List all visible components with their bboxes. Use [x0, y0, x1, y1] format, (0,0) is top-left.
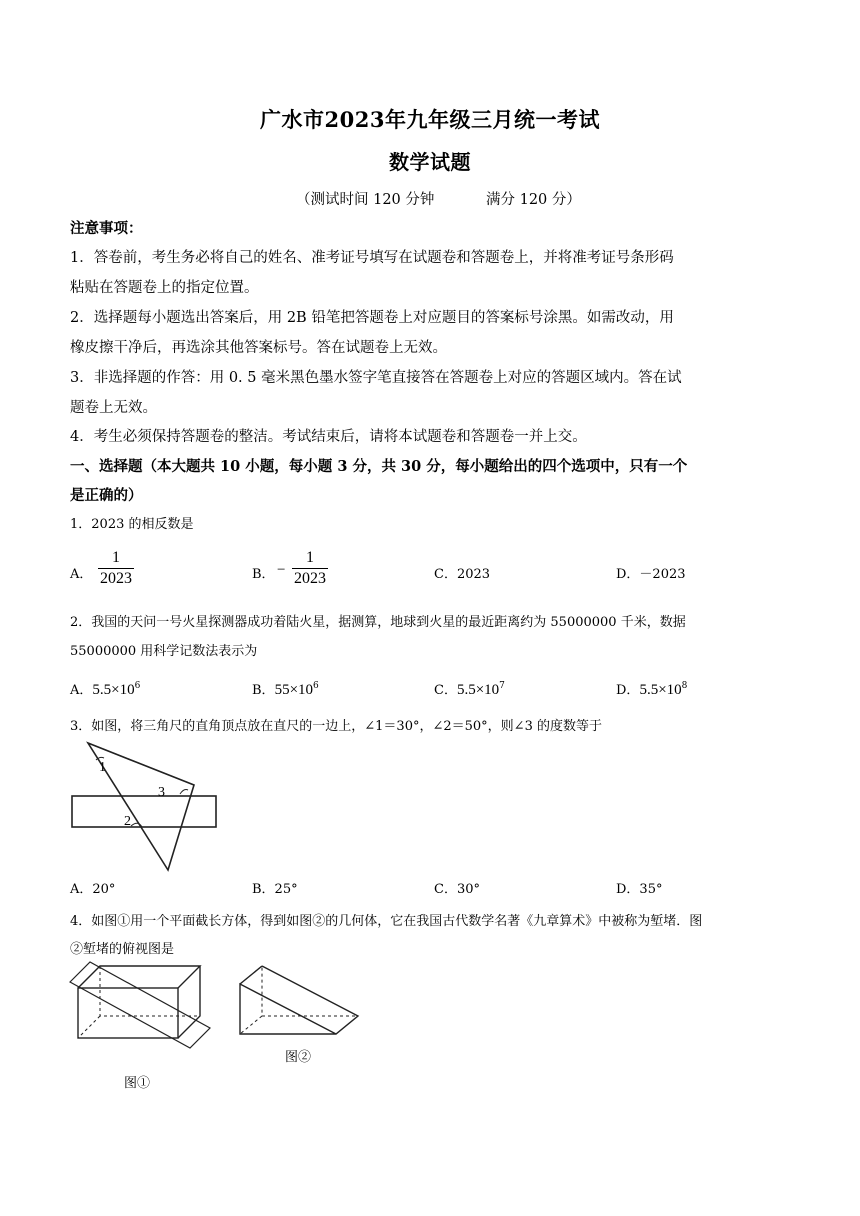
- prism-visible-edges: [240, 966, 358, 1034]
- q1-option-b-label: B．: [252, 567, 275, 582]
- fraction-bar: [292, 568, 328, 569]
- notice-line: 4．考生必须保持答题卷的整洁。考试结束后，请将本试题卷和答题卷一并上交。: [70, 429, 587, 445]
- cuboid-top-edges: [78, 966, 200, 988]
- ruler-triangle-figure: [68, 740, 228, 875]
- ruler: [72, 796, 216, 827]
- prism-hidden-edges: [240, 966, 262, 1016]
- notice-line: 3．非选择题的作答：用 0. 5 毫米黑色墨水签字笔直接答在答题卷上对应的答题区域内。答在试: [70, 370, 682, 386]
- option-value: 5.5×10: [92, 682, 135, 698]
- q2-option-d: [616, 679, 687, 699]
- option-value: 55×10: [274, 682, 314, 698]
- angle-label-3: 3: [158, 785, 165, 800]
- question-2-stem-cont: 55000000 用科学记数法表示为: [70, 644, 258, 659]
- q3-option-d: D．35°: [616, 882, 663, 897]
- question-1-stem: 1．2023 的相反数是: [70, 517, 194, 532]
- exam-subtitle: 数学试题: [389, 150, 471, 174]
- notice-line: 粘贴在答题卷上的指定位置。: [70, 280, 259, 296]
- exponent: 6: [313, 681, 319, 691]
- q1-option-a-label: A．: [70, 567, 93, 582]
- time-note: （测试时间 120 分钟: [296, 192, 435, 208]
- question-4-stem: 4．如图①用一个平面截长方体，得到如图②的几何体，它在我国古代数学名著《九章算术》中被称为堑堵．图: [70, 914, 703, 929]
- exponent: 6: [134, 681, 141, 691]
- numerator: 1: [306, 549, 314, 566]
- q1-option-a-fraction: [98, 549, 134, 588]
- q2-option-b: [252, 679, 319, 699]
- angle-label-2: 2: [124, 814, 131, 829]
- exam-title: 广水市2023年九年级三月统一考试: [260, 107, 600, 132]
- question-3-stem: 3．如图，将三角尺的直角顶点放在直尺的一边上，∠1＝30°，∠2＝50°，则∠3 的度数等于: [70, 719, 602, 734]
- prism-hidden-diag: [240, 1016, 262, 1034]
- exponent: 8: [681, 681, 688, 691]
- score-note: 满分 120 分）: [486, 192, 581, 208]
- prism-top-edge: [240, 966, 262, 984]
- q3-option-a: A．20°: [70, 882, 116, 897]
- numerator: 1: [112, 549, 120, 566]
- figure-2-caption: 图②: [285, 1050, 312, 1065]
- fraction-bar: [98, 568, 134, 569]
- option-label: B．: [252, 683, 275, 698]
- option-label: A．: [70, 683, 93, 698]
- section-heading-cont: 是正确的）: [70, 487, 143, 504]
- cuboid-front-face: [78, 988, 178, 1038]
- notice-line: 橡皮擦干净后，再选涂其他答案标号。答在试题卷上无效。: [70, 340, 447, 356]
- exponent: 7: [499, 681, 505, 691]
- option-value: 5.5×10: [456, 682, 500, 698]
- denominator: 2023: [100, 570, 132, 587]
- notice-line: 题卷上无效。: [70, 400, 157, 416]
- denominator: 2023: [294, 570, 326, 587]
- minus-sign: −: [277, 562, 286, 578]
- option-value: 5.5×10: [639, 682, 682, 698]
- question-2-stem: 2．我国的天问一号火星探测器成功着陆火星，据测算，地球到火星的最近距离约为 55000000 千米，数据: [70, 615, 686, 630]
- q3-option-c: C．30°: [434, 882, 480, 897]
- notice-heading: 注意事项：: [70, 220, 143, 237]
- q1-option-d: D．－2023: [616, 567, 686, 582]
- cuboid-hidden-edge: [78, 1016, 100, 1038]
- q1-option-c: C．2023: [434, 567, 491, 582]
- qiandu-prism-figure: [236, 962, 366, 1042]
- angle-label-1: 1: [99, 760, 106, 775]
- angle-arc-3: [180, 790, 188, 795]
- q3-option-b: B．25°: [252, 882, 298, 897]
- q2-option-c: [434, 679, 505, 699]
- cuboid-hidden-edges: [100, 966, 200, 1016]
- section-heading: 一、选择题（本大题共 10 小题，每小题 3 分，共 30 分，每小题给出的四个选项中，只有一个: [70, 458, 688, 475]
- figure-1-caption: 图①: [124, 1076, 151, 1091]
- notice-line: 1．答卷前，考生务必将自己的姓名、准考证号填写在试题卷和答题卷上，并将准考证号条形码: [70, 250, 674, 266]
- question-4-stem-cont: ②堑堵的俯视图是: [70, 942, 175, 957]
- q1-option-b-fraction: [292, 549, 328, 588]
- option-label: D．: [616, 683, 640, 698]
- q2-option-a: [70, 679, 140, 699]
- option-label: C．: [434, 683, 457, 698]
- cuboid-cut-figure: [66, 960, 216, 1070]
- notice-line: 2．选择题每小题选出答案后，用 2B 铅笔把答题卷上对应题目的答案标号涂黑。如需改动，用: [70, 310, 674, 326]
